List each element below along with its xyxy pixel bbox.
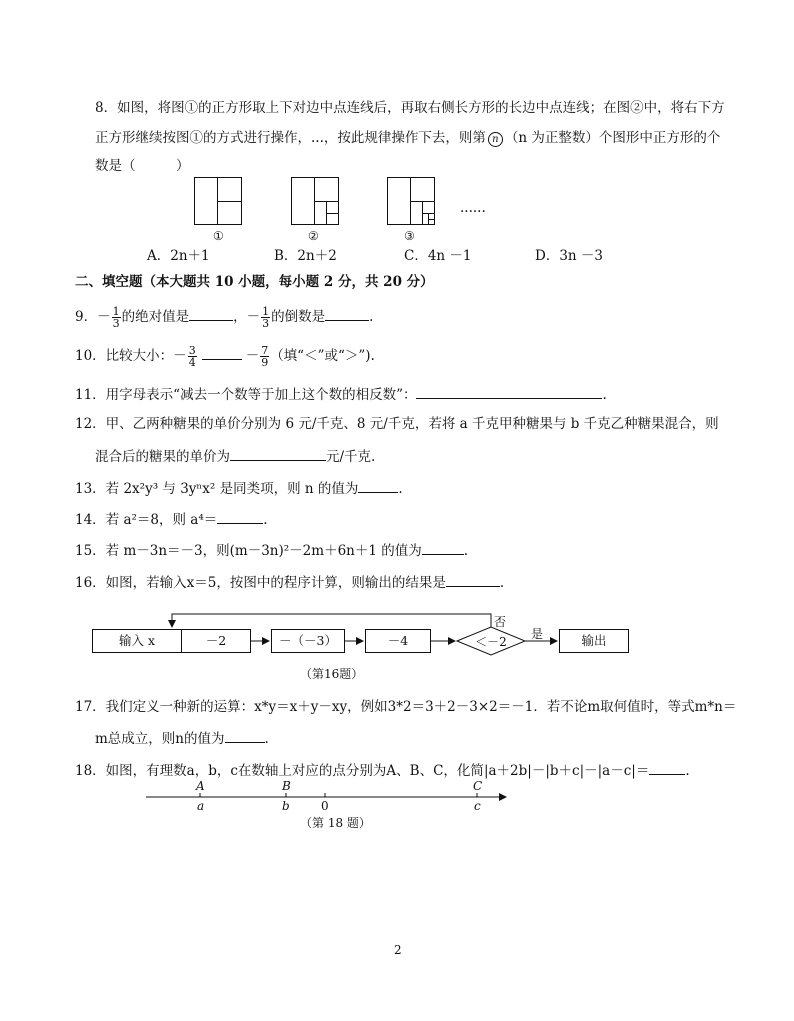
q12-line1: 12．甲、乙两种糖果的单价分别为 6 元/千克、8 元/千克，若将 a 千克甲种糖果与 b 千克乙种糖果混合，则 (75, 416, 719, 432)
q13-end: . (398, 481, 403, 497)
q9-text-1: 的绝对值是 (121, 309, 190, 325)
q15-text: 15．若 m－3n＝－3，则(m－3n)²－2m＋6n＋1 的值为 (75, 543, 422, 559)
q9-minus-1: － (97, 309, 111, 325)
q16-box-input: 输入 x (92, 629, 182, 653)
q9-minus-2: － (246, 309, 261, 325)
q18-label-zero: 0 (321, 799, 329, 813)
q16-box-minus-4: －4 (365, 629, 431, 653)
q13-text: 13．若 2x²y³ 与 3yⁿx² 是同类项，则 n 的值为 (75, 481, 359, 497)
q9-fraction-2: $\frac{1}{3}$ (262, 305, 270, 330)
q8-circled-n: n (488, 132, 503, 147)
q14-end: . (263, 512, 268, 528)
q16-box-minus-2: －2 (182, 629, 251, 653)
q11-end: . (602, 387, 607, 403)
q16-no-label: 否 (494, 615, 507, 629)
q8-line3: 数是（ ） (95, 158, 190, 174)
q11-text: 11．用字母表示“减去一个数等于加上这个数的相反数”： (75, 387, 417, 403)
q12-line2-text: 混合后的糖果的单价为 (95, 449, 230, 465)
q18-point-A: A (196, 779, 205, 793)
q9-text-2: 的倒数是 (271, 309, 326, 325)
q8-figure-label-2: ② (308, 229, 319, 243)
q18-point-C: C (473, 779, 483, 793)
q10-tail: （填“＜”或“＞”). (270, 348, 375, 364)
q9-sep: ， (233, 309, 247, 325)
q17-line2 (95, 728, 269, 749)
q10-minus-b: － (245, 348, 260, 364)
q18-label-a: a (197, 799, 205, 813)
q17-blank[interactable] (225, 728, 265, 743)
q16-decision: ＜－2 (475, 635, 507, 649)
q10-fraction-b: $\frac{7}{9}$ (261, 344, 269, 369)
q8-line1: 8．如图，将图①的正方形取上下对边中点连线后，再取右侧长方形的长边中点连线；在图②中，将右下方 (95, 100, 725, 116)
q8-option-d: D．3n －3 (535, 248, 603, 264)
q12-line2-unit: 元/千克. (326, 449, 376, 465)
q9-end: . (369, 309, 374, 325)
q16-text: 16．如图，若输入x＝5，按图中的程序计算，则输出的结果是 (75, 575, 446, 591)
q18-text: 18．如图，有理数a，b，c在数轴上对应的点分别为A、B、C，化简 (75, 763, 484, 779)
q17-line1: 17．我们定义一种新的运算：x*y＝x＋y－xy，例如3*2＝3＋2－3×2＝－1．若不论m取何值时，等式m*n＝ (75, 699, 737, 715)
q18-expression: |a＋2b|－|b＋c|－|a－c|＝ (483, 763, 650, 779)
q15-end: . (463, 543, 469, 559)
q16-end: . (499, 575, 505, 591)
q10-fraction-a: $\frac{3}{4}$ (188, 344, 196, 369)
q18-point-B: B (282, 779, 291, 793)
q8-line2-text: 正方形继续按图①的方式进行操作，...，按此规律操作下去，则第 (95, 130, 486, 146)
q17-end: . (264, 731, 269, 747)
q10-label: 10．比较大小： (75, 348, 174, 364)
q18-label-b: b (282, 799, 290, 813)
q17-line2-text: m总成立，则n的值为 (95, 731, 225, 747)
q18 (75, 760, 690, 781)
q18-number-line (0, 780, 794, 820)
q8-option-a: A．2n＋1 (147, 248, 210, 264)
q8-figure-label-1: ① (213, 229, 224, 243)
q8-ellipsis: ...... (460, 200, 486, 216)
q8-line2-rest: （n 为正整数）个图形中正方形的个 (504, 130, 721, 146)
q8-option-c: C．4n －1 (404, 248, 472, 264)
q8-figure-label-3: ③ (404, 229, 415, 243)
q8-option-b: B．2n＋2 (274, 248, 337, 264)
q16-yes-label: 是 (531, 627, 544, 641)
q18-end: . (685, 763, 690, 779)
q14-text: 14．若 a²＝8，则 a⁴＝ (75, 512, 218, 528)
q18-caption: （第 18 题） (300, 816, 371, 830)
q9-fraction-1: $\frac{1}{3}$ (112, 305, 120, 330)
q10-minus-a: － (173, 348, 187, 364)
q9-number: 9． (75, 309, 98, 325)
q16-box-minus-neg3: －（－3） (271, 629, 345, 653)
page-number: 2 (394, 943, 402, 957)
q18-blank[interactable] (649, 760, 685, 775)
q18-label-c: c (474, 799, 481, 813)
q16-box-output: 输出 (559, 629, 629, 653)
q16-caption: （第16题） (300, 667, 364, 681)
section-2-heading: 二、填空题（本大题共 10 小题，每小题 2 分，共 20 分） (75, 274, 434, 290)
